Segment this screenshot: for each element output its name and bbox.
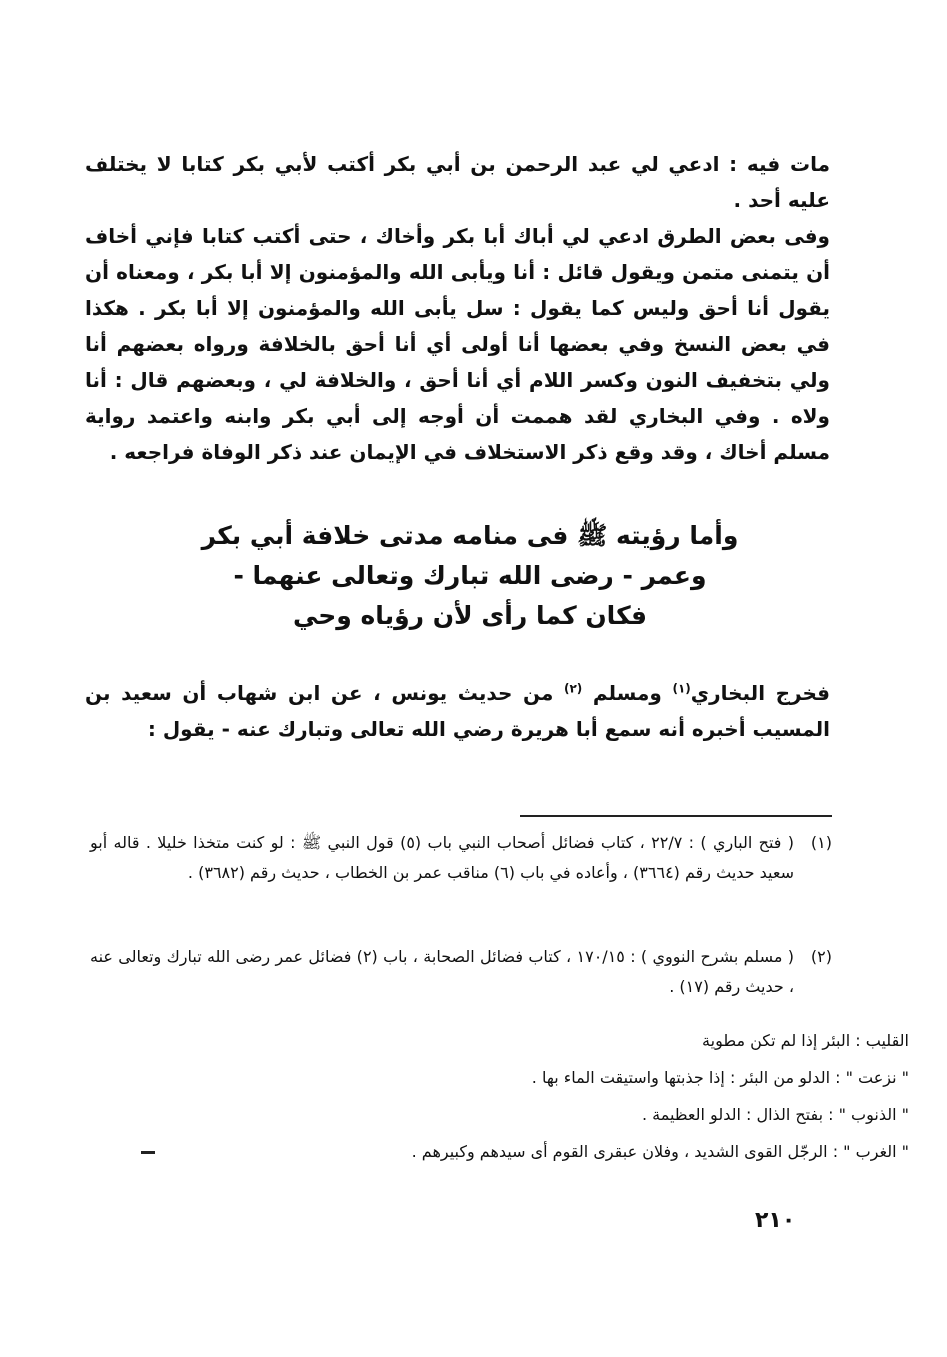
footnote-1-number: (١) — [810, 833, 832, 852]
paragraph-3-part-1: فخرج البخاري — [690, 681, 830, 705]
paragraph-3 — [85, 675, 830, 747]
footnote-2-number: (٢) — [810, 947, 832, 966]
footnote-ref-1: (١) — [672, 681, 691, 696]
footnote-1 — [90, 828, 832, 888]
heading-line-3: فكان كما رأى لأن رؤياه وحي — [293, 601, 647, 630]
heading-line-2: وعمر - رضى الله تبارك وتعالى عنهما - — [233, 561, 707, 590]
footnote-1-text: ( فتح الباري ) : ٢٢/٧ ، كتاب فضائل أصحاب النبي باب (٥) قول النبي ﷺ : لو كنت متخذا خليلا . قاله أبو سعيد حديث رقم (٣٦٦٤) ، وأعاده في باب (٦) مناقب عمر بن الخطاب ، حديث رقم (٣٦٨٢) . — [90, 833, 795, 882]
glossary-item: " الذنوب " : بفتح الذال : الدلو العظيمة . — [641, 1105, 909, 1124]
footnote-ref-2: (٢) — [563, 681, 583, 696]
footnote-separator — [520, 815, 832, 817]
section-heading — [150, 516, 790, 636]
paragraph-1 — [85, 146, 830, 218]
glossary-item: القليب : البئر إذا لم تكن مطوية — [702, 1031, 909, 1050]
dash-mark — [141, 1151, 155, 1154]
footnote-2-text: ( مسلم بشرح النووي ) : ١٧٠/١٥ ، كتاب فضائل الصحابة ، باب (٢) فضائل عمر رضى الله تبارك وتعالى عنه ، حديث رقم (١٧) . — [90, 947, 795, 996]
paragraph-3-text — [85, 675, 830, 747]
paragraph-1-text: مات فيه : ادعي لي عبد الرحمن بن أبي بكر أكتب لأبي بكر كتابا لا يختلف عليه أحد . — [85, 152, 830, 212]
paragraph-2-text: وفى بعض الطرق ادعي لي أباك أبا بكر وأخاك ، حتى أكتب كتابا فإني أخاف أن يتمنى متمن ويقول قائل : أنا ويأبى الله والمؤمنون إلا أبا بكر ، ومعناه أن يقول أنا أحق وليس كما يقول : سل يأبى الله والمؤمنون إلا أبا بكر . هكذا في بعض النسخ وفي بعضها أنا أولى أي أنا أحق بالخلافة ورواه بعضهم أنا ولي بتخفيف النون وكسر اللام أي أنا أحق ، والخلافة لي ، وبعضهم قال : أنا ولاه . وفي البخاري لقد هممت أن أوجه إلى أبي بكر وابنه واعتمد رواية مسلم أخاك ، وقد وقع ذكر الاستخلاف في الإيمان عند ذكر الوفاة فراجعه . — [85, 224, 830, 464]
paragraph-2 — [85, 218, 830, 470]
page-number: ٢١٠ — [755, 1208, 796, 1233]
glossary-item: " نزعت " : الدلو من البئر : إذا جذبتها واستيقت الماء بها . — [531, 1068, 909, 1087]
footnote-2 — [90, 942, 832, 1002]
paragraph-3-part-2: ومسلم — [582, 681, 673, 705]
glossary-item: " الغرب " : الرجّل القوى الشديد ، وفلان عبقرى القوم أى سيدهم وكبيرهم . — [411, 1142, 909, 1161]
paragraph-3-part-3: من حديث يونس ، عن ابن شهاب أن سعيد بن المسيب أخبره أنه سمع أبا هريرة رضي الله تعالى وتبارك عنه - يقول : — [85, 681, 830, 741]
heading-line-1: وأما رؤيته ﷺ فى منامه مدتى خلافة أبي بكر — [201, 521, 739, 550]
